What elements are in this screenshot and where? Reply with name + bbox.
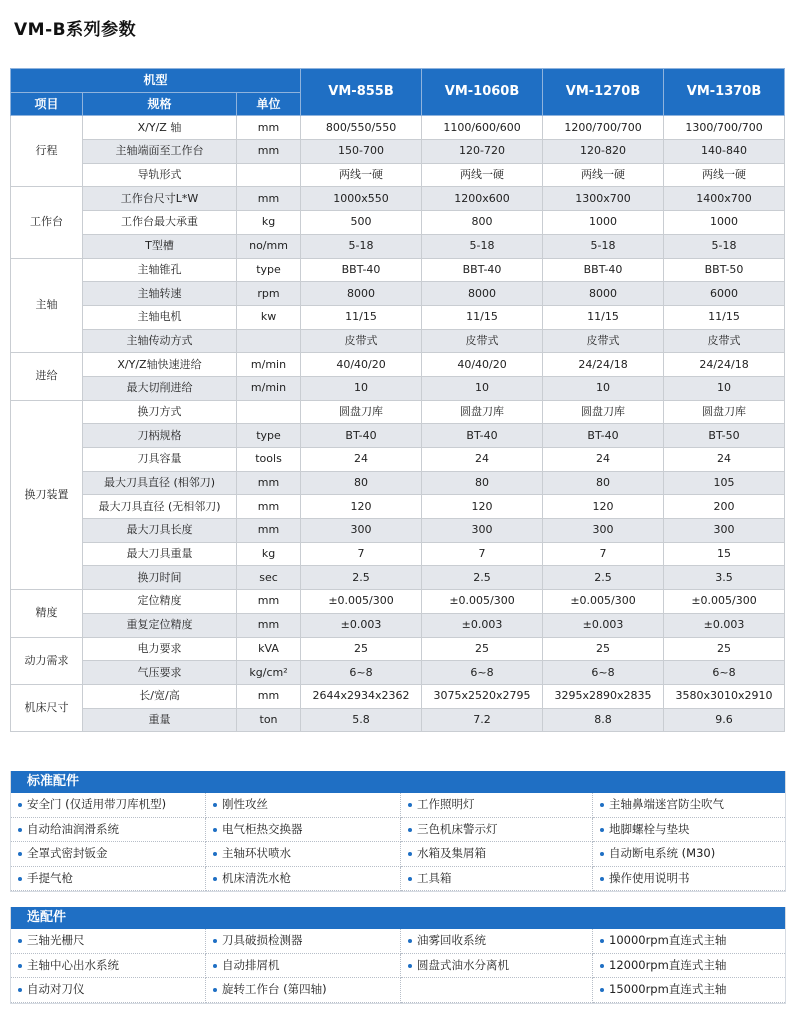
- spec-value: ±0.003: [422, 613, 543, 637]
- spec-value: 两线一硬: [301, 163, 422, 187]
- bullet-icon: [600, 988, 604, 992]
- accessory-item: [11, 793, 206, 818]
- accessory-label: 主轴中心出水系统: [27, 957, 119, 972]
- standard-accessories-panel: [10, 771, 786, 892]
- spec-unit: mm: [237, 116, 301, 140]
- model-vm-1370b: VM-1370B: [664, 69, 785, 116]
- spec-value: ±0.003: [543, 613, 664, 637]
- bullet-icon: [18, 803, 22, 807]
- accessory-label: 刚性攻丝: [222, 797, 268, 811]
- standard-accessories-grid: [11, 793, 785, 891]
- bullet-icon: [213, 988, 217, 992]
- spec-value: 1000: [543, 211, 664, 235]
- spec-name: T型槽: [83, 234, 237, 258]
- spec-value: 6~8: [543, 661, 664, 685]
- bullet-icon: [600, 828, 604, 832]
- spec-row: [11, 542, 785, 566]
- accessory-label: 主轴鼻端迷宫防尘吹气: [609, 797, 724, 811]
- spec-name: 刀柄规格: [83, 424, 237, 448]
- spec-row: [11, 211, 785, 235]
- spec-value: 1300/700/700: [664, 116, 785, 140]
- accessory-item: [401, 867, 593, 892]
- spec-value: ±0.003: [664, 613, 785, 637]
- spec-value: 1200/700/700: [543, 116, 664, 140]
- bullet-icon: [213, 964, 217, 968]
- accessory-item: [11, 842, 206, 867]
- spec-value: 24: [664, 448, 785, 472]
- accessory-label: 全罩式密封钣金: [27, 846, 108, 860]
- spec-value: 24: [422, 448, 543, 472]
- spec-value: 2.5: [543, 566, 664, 590]
- spec-value: 1300x700: [543, 187, 664, 211]
- bullet-icon: [600, 939, 604, 943]
- spec-unit: kg: [237, 542, 301, 566]
- spec-value: 皮带式: [543, 329, 664, 353]
- spec-value: 25: [543, 637, 664, 661]
- spec-name: 最大刀具重量: [83, 542, 237, 566]
- spec-value: 500: [301, 211, 422, 235]
- spec-unit: kg/cm²: [237, 661, 301, 685]
- spec-value: 120-720: [422, 140, 543, 164]
- accessory-label: 15000rpm直连式主轴: [609, 982, 727, 996]
- spec-value: 9.6: [664, 708, 785, 732]
- accessory-item: [593, 978, 785, 1003]
- group-label: 换刀装置: [11, 400, 83, 590]
- accessory-item: [401, 818, 593, 843]
- spec-value: 3580x3010x2910: [664, 684, 785, 708]
- spec-value: 8000: [543, 282, 664, 306]
- spec-value: 8000: [422, 282, 543, 306]
- accessory-item: [401, 842, 593, 867]
- spec-row: [11, 282, 785, 306]
- spec-unit: sec: [237, 566, 301, 590]
- spec-row: [11, 448, 785, 472]
- spec-name: 最大刀具直径 (无相邻刀): [83, 495, 237, 519]
- bullet-icon: [18, 964, 22, 968]
- accessory-label: 安全门 (仅适用带刀库机型): [27, 797, 167, 811]
- spec-value: 10: [422, 376, 543, 400]
- spec-name: 气压要求: [83, 661, 237, 685]
- accessory-item: [593, 954, 785, 979]
- spec-row: [11, 566, 785, 590]
- accessory-label: 旋转工作台 (第四轴): [222, 982, 327, 996]
- spec-row: [11, 329, 785, 353]
- accessory-label: 10000rpm直连式主轴: [609, 933, 727, 947]
- bullet-icon: [408, 852, 412, 856]
- bullet-icon: [408, 803, 412, 807]
- spec-value: 1400x700: [664, 187, 785, 211]
- spec-row: [11, 613, 785, 637]
- bullet-icon: [213, 803, 217, 807]
- spec-value: 15: [664, 542, 785, 566]
- accessory-item: [11, 929, 206, 954]
- spec-name: 重量: [83, 708, 237, 732]
- spec-value: 200: [664, 495, 785, 519]
- bullet-icon: [213, 828, 217, 832]
- spec-row: [11, 305, 785, 329]
- spec-unit: mm: [237, 519, 301, 543]
- spec-row: [11, 495, 785, 519]
- spec-value: 10: [301, 376, 422, 400]
- spec-row: [11, 140, 785, 164]
- spec-value: 3075x2520x2795: [422, 684, 543, 708]
- spec-value: 11/15: [664, 305, 785, 329]
- group-label: 动力需求: [11, 637, 83, 684]
- bullet-icon: [213, 877, 217, 881]
- page-title: VM-B系列参数: [14, 20, 137, 40]
- spec-value: 两线一硬: [664, 163, 785, 187]
- spec-value: 1000: [664, 211, 785, 235]
- spec-value: 105: [664, 471, 785, 495]
- spec-name: 主轴锥孔: [83, 258, 237, 282]
- spec-value: 25: [301, 637, 422, 661]
- bullet-icon: [408, 939, 412, 943]
- spec-value: BBT-40: [422, 258, 543, 282]
- spec-value: ±0.005/300: [301, 590, 422, 614]
- spec-name: 导轨形式: [83, 163, 237, 187]
- accessory-item: [401, 954, 593, 979]
- accessory-item: [11, 954, 206, 979]
- spec-unit: kg: [237, 211, 301, 235]
- spec-value: 6~8: [422, 661, 543, 685]
- spec-name: 主轴传动方式: [83, 329, 237, 353]
- spec-value: 7.2: [422, 708, 543, 732]
- model-label: 机型: [11, 69, 301, 93]
- spec-row: [11, 519, 785, 543]
- spec-value: 800: [422, 211, 543, 235]
- spec-unit: mm: [237, 140, 301, 164]
- spec-name: X/Y/Z轴快速进给: [83, 353, 237, 377]
- spec-name: 主轴电机: [83, 305, 237, 329]
- spec-value: 6~8: [301, 661, 422, 685]
- bullet-icon: [408, 877, 412, 881]
- spec-value: 24/24/18: [664, 353, 785, 377]
- spec-name: 最大刀具长度: [83, 519, 237, 543]
- spec-row: [11, 400, 785, 424]
- bullet-icon: [213, 939, 217, 943]
- spec-table: [10, 68, 785, 732]
- accessory-label: 刀具破损检测器: [222, 933, 303, 947]
- accessory-item: [206, 793, 401, 818]
- accessory-label: 油雾回收系统: [417, 933, 486, 947]
- accessory-item: [593, 793, 785, 818]
- spec-value: BBT-50: [664, 258, 785, 282]
- spec-value: 800/550/550: [301, 116, 422, 140]
- spec-value: 5.8: [301, 708, 422, 732]
- spec-value: 5-18: [543, 234, 664, 258]
- accessory-item: [11, 818, 206, 843]
- spec-value: 150-700: [301, 140, 422, 164]
- spec-row: [11, 187, 785, 211]
- spec-value: 2644x2934x2362: [301, 684, 422, 708]
- spec-name: 换刀方式: [83, 400, 237, 424]
- bullet-icon: [600, 877, 604, 881]
- accessory-label: 电气柜热交换器: [222, 821, 303, 836]
- accessory-item: [593, 867, 785, 892]
- spec-name: X/Y/Z 轴: [83, 116, 237, 140]
- spec-value: 300: [422, 519, 543, 543]
- standard-accessories-title: 标准配件: [11, 771, 785, 793]
- spec-unit: [237, 329, 301, 353]
- spec-name: 换刀时间: [83, 566, 237, 590]
- spec-value: 皮带式: [664, 329, 785, 353]
- spec-table-body: [11, 116, 785, 732]
- bullet-icon: [600, 964, 604, 968]
- accessory-label: 手提气枪: [27, 870, 73, 885]
- accessory-item: [593, 818, 785, 843]
- bullet-icon: [18, 939, 22, 943]
- group-label: 工作台: [11, 187, 83, 258]
- spec-name: 工作台最大承重: [83, 211, 237, 235]
- spec-value: 24: [301, 448, 422, 472]
- accessory-item: [206, 842, 401, 867]
- spec-name: 最大刀具直径 (相邻刀): [83, 471, 237, 495]
- model-vm-1270b: VM-1270B: [543, 69, 664, 116]
- spec-value: 120: [543, 495, 664, 519]
- spec-value: BT-50: [664, 424, 785, 448]
- accessory-item: [206, 818, 401, 843]
- spec-unit: tools: [237, 448, 301, 472]
- accessory-label: 工作照明灯: [417, 797, 475, 811]
- spec-value: 80: [422, 471, 543, 495]
- spec-row: [11, 163, 785, 187]
- spec-row: [11, 471, 785, 495]
- spec-value: 6000: [664, 282, 785, 306]
- accessory-label: 自动给油润滑系统: [27, 821, 119, 836]
- spec-value: 5-18: [422, 234, 543, 258]
- accessory-item: [401, 793, 593, 818]
- spec-value: 3295x2890x2835: [543, 684, 664, 708]
- bullet-icon: [18, 828, 22, 832]
- spec-value: 1100/600/600: [422, 116, 543, 140]
- accessory-label: 自动断电系统 (M30): [609, 846, 716, 860]
- spec-value: BT-40: [543, 424, 664, 448]
- spec-value: 圆盘刀库: [543, 400, 664, 424]
- accessory-label: 三轴光栅尺: [27, 933, 85, 947]
- accessory-item: [401, 978, 593, 1003]
- optional-accessories-title: 选配件: [11, 907, 785, 929]
- spec-name: 电力要求: [83, 637, 237, 661]
- optional-accessories-panel: [10, 907, 786, 1004]
- spec-name: 刀具容量: [83, 448, 237, 472]
- spec-unit: m/min: [237, 353, 301, 377]
- spec-name: 长/宽/高: [83, 684, 237, 708]
- group-label: 精度: [11, 590, 83, 637]
- spec-unit: type: [237, 258, 301, 282]
- optional-accessories-grid: [11, 929, 785, 1003]
- spec-name: 工作台尺寸L*W: [83, 187, 237, 211]
- spec-value: ±0.003: [301, 613, 422, 637]
- spec-value: 7: [543, 542, 664, 566]
- accessory-label: 自动排屑机: [222, 957, 280, 972]
- accessory-item: [206, 929, 401, 954]
- accessory-label: 自动对刀仪: [27, 982, 85, 996]
- spec-row: [11, 708, 785, 732]
- spec-value: 80: [543, 471, 664, 495]
- spec-unit: no/mm: [237, 234, 301, 258]
- accessory-label: 地脚螺栓与垫块: [609, 821, 690, 836]
- group-label: 进给: [11, 353, 83, 400]
- spec-value: 两线一硬: [422, 163, 543, 187]
- bullet-icon: [18, 852, 22, 856]
- spec-value: 10: [664, 376, 785, 400]
- accessory-item: [593, 929, 785, 954]
- spec-value: ±0.005/300: [664, 590, 785, 614]
- spec-value: 11/15: [301, 305, 422, 329]
- spec-row: [11, 116, 785, 140]
- spec-row: [11, 590, 785, 614]
- spec-unit: rpm: [237, 282, 301, 306]
- spec-value: 11/15: [543, 305, 664, 329]
- accessory-label: 工具箱: [417, 870, 452, 885]
- spec-row: [11, 424, 785, 448]
- accessory-item: [206, 954, 401, 979]
- bullet-icon: [213, 852, 217, 856]
- accessory-item: [593, 842, 785, 867]
- spec-unit: mm: [237, 590, 301, 614]
- spec-value: 6~8: [664, 661, 785, 685]
- spec-value: BT-40: [422, 424, 543, 448]
- accessory-label: 12000rpm直连式主轴: [609, 957, 727, 972]
- model-vm-1060b: VM-1060B: [422, 69, 543, 116]
- spec-unit: mm: [237, 613, 301, 637]
- spec-unit: mm: [237, 684, 301, 708]
- spec-unit: ton: [237, 708, 301, 732]
- spec-value: 7: [301, 542, 422, 566]
- spec-value: 3.5: [664, 566, 785, 590]
- spec-value: 40/40/20: [422, 353, 543, 377]
- item-header: 项目: [11, 92, 83, 116]
- spec-value: BBT-40: [301, 258, 422, 282]
- spec-unit: type: [237, 424, 301, 448]
- group-label: 机床尺寸: [11, 684, 83, 731]
- spec-name: 主轴端面至工作台: [83, 140, 237, 164]
- spec-unit: mm: [237, 471, 301, 495]
- accessory-label: 操作使用说明书: [609, 870, 690, 885]
- accessory-label: 水箱及集屑箱: [417, 846, 486, 860]
- spec-value: 两线一硬: [543, 163, 664, 187]
- spec-value: 300: [543, 519, 664, 543]
- spec-row: [11, 353, 785, 377]
- bullet-icon: [600, 852, 604, 856]
- spec-value: 80: [301, 471, 422, 495]
- spec-value: 2.5: [301, 566, 422, 590]
- accessory-label: 圆盘式油水分离机: [417, 957, 509, 972]
- spec-value: 140-840: [664, 140, 785, 164]
- spec-value: 8000: [301, 282, 422, 306]
- group-label: 主轴: [11, 258, 83, 353]
- accessory-item: [11, 867, 206, 892]
- spec-value: 圆盘刀库: [301, 400, 422, 424]
- group-label: 行程: [11, 116, 83, 187]
- spec-value: 120-820: [543, 140, 664, 164]
- accessory-item: [206, 978, 401, 1003]
- spec-row: [11, 376, 785, 400]
- spec-value: 25: [422, 637, 543, 661]
- accessory-item: [401, 929, 593, 954]
- spec-value: 皮带式: [422, 329, 543, 353]
- spec-value: 1200x600: [422, 187, 543, 211]
- spec-value: 5-18: [301, 234, 422, 258]
- spec-value: BT-40: [301, 424, 422, 448]
- spec-unit: kw: [237, 305, 301, 329]
- spec-name: 重复定位精度: [83, 613, 237, 637]
- spec-value: 8.8: [543, 708, 664, 732]
- spec-value: 1000x550: [301, 187, 422, 211]
- accessory-label: 主轴环状喷水: [222, 846, 291, 860]
- spec-value: 24/24/18: [543, 353, 664, 377]
- spec-value: 40/40/20: [301, 353, 422, 377]
- spec-unit: [237, 163, 301, 187]
- spec-value: 300: [301, 519, 422, 543]
- spec-value: 25: [664, 637, 785, 661]
- spec-value: 120: [301, 495, 422, 519]
- spec-value: 2.5: [422, 566, 543, 590]
- bullet-icon: [600, 803, 604, 807]
- model-vm-855b: VM-855B: [301, 69, 422, 116]
- bullet-icon: [408, 828, 412, 832]
- spec-unit: m/min: [237, 376, 301, 400]
- spec-header: 规格: [83, 92, 237, 116]
- spec-row: [11, 258, 785, 282]
- spec-unit: kVA: [237, 637, 301, 661]
- spec-unit: mm: [237, 495, 301, 519]
- spec-row: [11, 661, 785, 685]
- spec-value: 7: [422, 542, 543, 566]
- accessory-item: [206, 867, 401, 892]
- spec-value: 圆盘刀库: [664, 400, 785, 424]
- bullet-icon: [18, 877, 22, 881]
- spec-value: 5-18: [664, 234, 785, 258]
- accessory-label: 三色机床警示灯: [417, 821, 498, 836]
- spec-row: [11, 684, 785, 708]
- spec-value: ±0.005/300: [543, 590, 664, 614]
- spec-value: 10: [543, 376, 664, 400]
- spec-value: 圆盘刀库: [422, 400, 543, 424]
- spec-value: 24: [543, 448, 664, 472]
- spec-value: BBT-40: [543, 258, 664, 282]
- spec-value: 皮带式: [301, 329, 422, 353]
- spec-unit: [237, 400, 301, 424]
- spec-name: 定位精度: [83, 590, 237, 614]
- accessory-item: [11, 978, 206, 1003]
- bullet-icon: [408, 964, 412, 968]
- spec-row: [11, 637, 785, 661]
- spec-unit: mm: [237, 187, 301, 211]
- spec-value: 120: [422, 495, 543, 519]
- bullet-icon: [18, 988, 22, 992]
- unit-header: 单位: [237, 92, 301, 116]
- spec-value: ±0.005/300: [422, 590, 543, 614]
- spec-name: 主轴转速: [83, 282, 237, 306]
- accessory-label: 机床清洗水枪: [222, 870, 291, 885]
- spec-row: [11, 234, 785, 258]
- spec-name: 最大切削进给: [83, 376, 237, 400]
- spec-value: 300: [664, 519, 785, 543]
- spec-value: 11/15: [422, 305, 543, 329]
